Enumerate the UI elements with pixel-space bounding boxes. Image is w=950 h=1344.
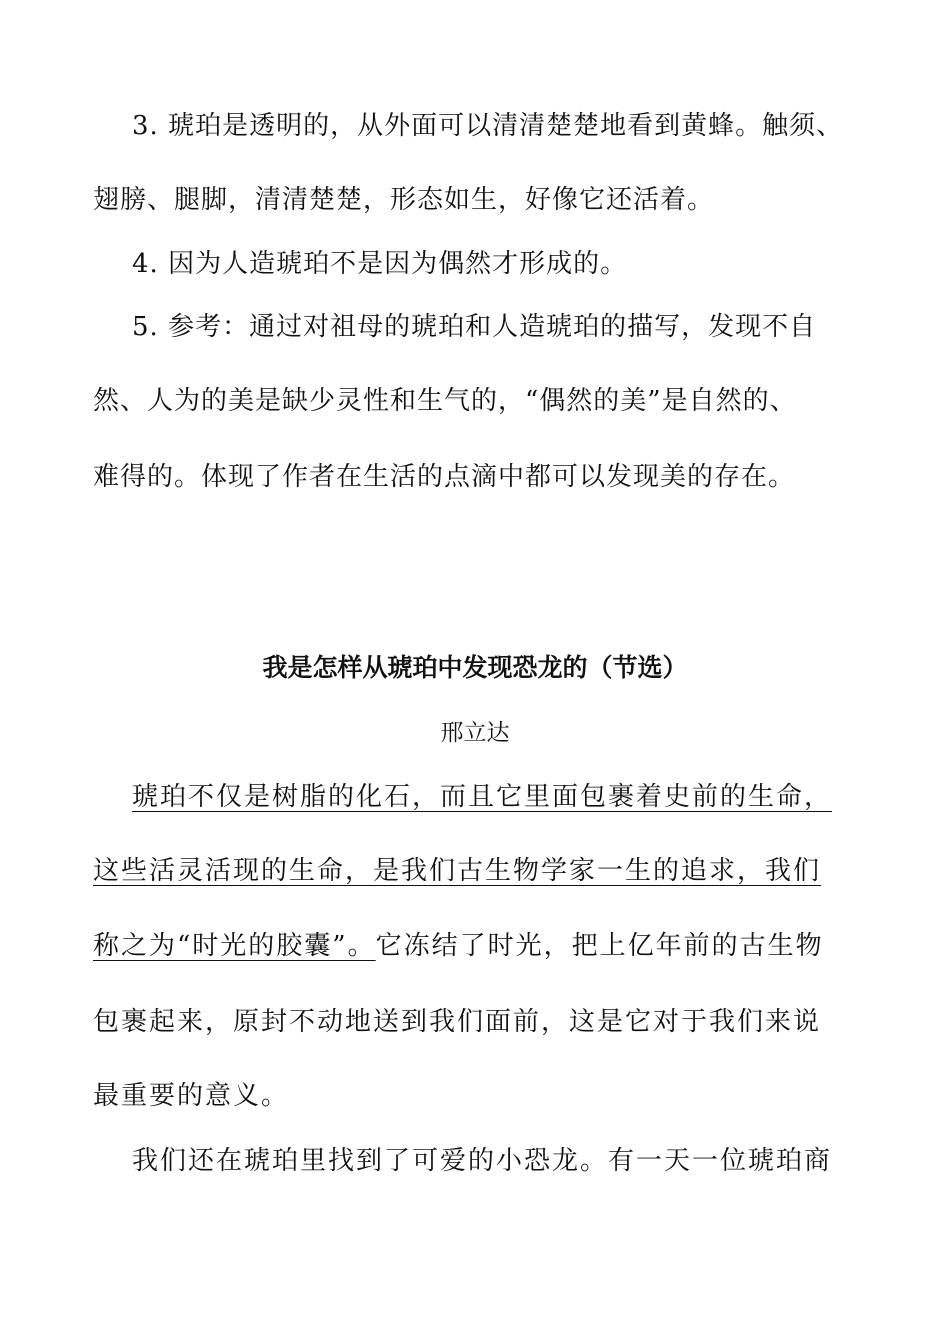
line-3-rest: 它冻结了时光，把上亿年前的古生物 [375, 931, 824, 961]
article-paragraph-1-line-4: 包裹起来，原封不动地送到我们面前，这是它对于我们来说 [93, 1007, 822, 1037]
article-paragraph-1-line-1: 琥珀不仅是树脂的化石，而且它里面包裹着史前的生命， [132, 782, 833, 812]
answer-5-line-2: 然、人为的美是缺少灵性和生气的，“偶然的美”是自然的、 [93, 386, 797, 416]
article-author: 邢立达 [440, 720, 510, 746]
article-title: 我是怎样从琥珀中发现恐龙的（节选） [262, 653, 688, 682]
answer-3-line-2: 翅膀、腿脚，清清楚楚，形态如生，好像它还活着。 [93, 185, 715, 215]
answer-5-line-3: 难得的。体现了作者在生活的点滴中都可以发现美的存在。 [93, 462, 796, 492]
answer-5-line-1: 5. 参考：通过对祖母的琥珀和人造琥珀的描写，发现不自 [132, 312, 817, 342]
underlined-phrase: 称之为“时光的胶囊”。 [93, 931, 376, 961]
article-paragraph-2-line-1: 我们还在琥珀里找到了可爱的小恐龙。有一天一位琥珀商 [132, 1146, 833, 1176]
answer-3-line-1: 3. 琥珀是透明的，从外面可以清清楚楚地看到黄蜂。触须、 [132, 111, 844, 141]
article-paragraph-1-line-3 [93, 928, 824, 964]
answer-4-line-1: 4. 因为人造琥珀不是因为偶然才形成的。 [132, 249, 628, 279]
article-paragraph-1-line-5: 最重要的意义。 [93, 1081, 290, 1111]
article-paragraph-1-line-2: 这些活灵活现的生命，是我们古生物学家一生的追求，我们 [93, 856, 822, 886]
